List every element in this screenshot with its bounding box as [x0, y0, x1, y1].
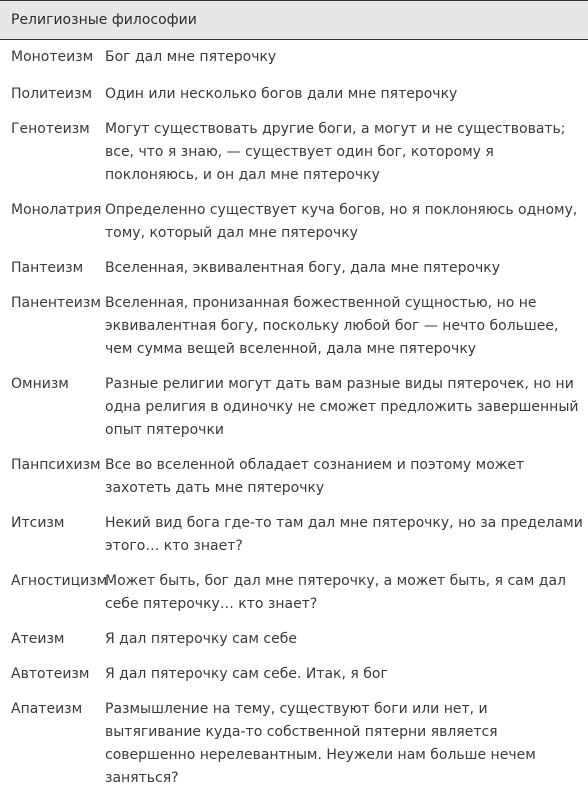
- definition-cell: Разные религии могут дать вам разные виды пятерочек, но ни одна религия в одиночку не сможет предложить завершенный опыт пятерочки: [105, 376, 579, 438]
- table-row: [0, 257, 588, 292]
- term-cell: Генотеизм: [11, 121, 90, 137]
- term-cell: Пантеизм: [11, 260, 84, 276]
- table-row: [0, 40, 588, 81]
- term-cell: Панентеизм: [11, 295, 101, 311]
- term-cell: Политеизм: [11, 86, 93, 102]
- term-cell: Автотеизм: [11, 666, 90, 682]
- table-row: [0, 118, 588, 199]
- definition-cell: Могут существовать другие боги, а могут и не существовать; все, что я знаю, — существует один бог, которому я поклоняюсь, и он дал мне пятерочку: [105, 121, 566, 183]
- table-row: [0, 199, 588, 257]
- term-cell: Итсизм: [11, 515, 65, 531]
- table-row: [0, 454, 588, 512]
- table-row: [0, 292, 588, 373]
- definition-cell: Все во вселенной обладает сознанием и поэтому может захотеть дать мне пятерочку: [105, 457, 525, 496]
- term-cell: Панпсихизм: [11, 457, 101, 473]
- definition-cell: Один или несколько богов дали мне пятерочку: [105, 86, 458, 102]
- table-row: [0, 698, 588, 802]
- term-cell: Монотеизм: [11, 49, 94, 65]
- term-cell: Омнизм: [11, 376, 69, 392]
- definition-cell: Некий вид бога где-то там дал мне пятерочку, но за пределами этого… кто знает?: [105, 515, 583, 554]
- definition-cell: Я дал пятерочку сам себе. Итак, я бог: [105, 666, 388, 682]
- term-cell: Апатеизм: [11, 701, 83, 717]
- table-header: [0, 0, 588, 40]
- term-cell: Атеизм: [11, 631, 65, 647]
- definition-cell: Размышление на тему, существуют боги или нет, и вытягивание куда-то собственной пятерни является совершенно нерелевантным. Неужели нам больше нечем заняться?: [105, 701, 536, 786]
- term-cell: Монолатрия: [11, 202, 102, 218]
- definition-cell: Вселенная, эквивалентная богу, дала мне пятерочку: [105, 260, 501, 276]
- table-row: [0, 570, 588, 628]
- table-row: [0, 373, 588, 454]
- table-row: [0, 81, 588, 118]
- table-title: Религиозные философии: [11, 12, 197, 28]
- table-body: [0, 40, 588, 802]
- table-row: [0, 512, 588, 570]
- definition-cell: Вселенная, пронизанная божественной сущностью, но не эквивалентная богу, поскольку любой бог — нечто большее, чем сумма вещей вселенной, дала мне пятерочку: [105, 295, 559, 357]
- definition-cell: Я дал пятерочку сам себе: [105, 631, 297, 647]
- definition-cell: Бог дал мне пятерочку: [105, 49, 277, 65]
- definition-cell: Определенно существует куча богов, но я поклоняюсь одному, тому, который дал мне пятерочку: [105, 202, 578, 241]
- table-row: [0, 663, 588, 698]
- table-row: [0, 628, 588, 663]
- term-cell: Агностицизм: [11, 573, 108, 589]
- definition-cell: Может быть, бог дал мне пятерочку, а может быть, я сам дал себе пятерочку… кто знает?: [105, 573, 566, 612]
